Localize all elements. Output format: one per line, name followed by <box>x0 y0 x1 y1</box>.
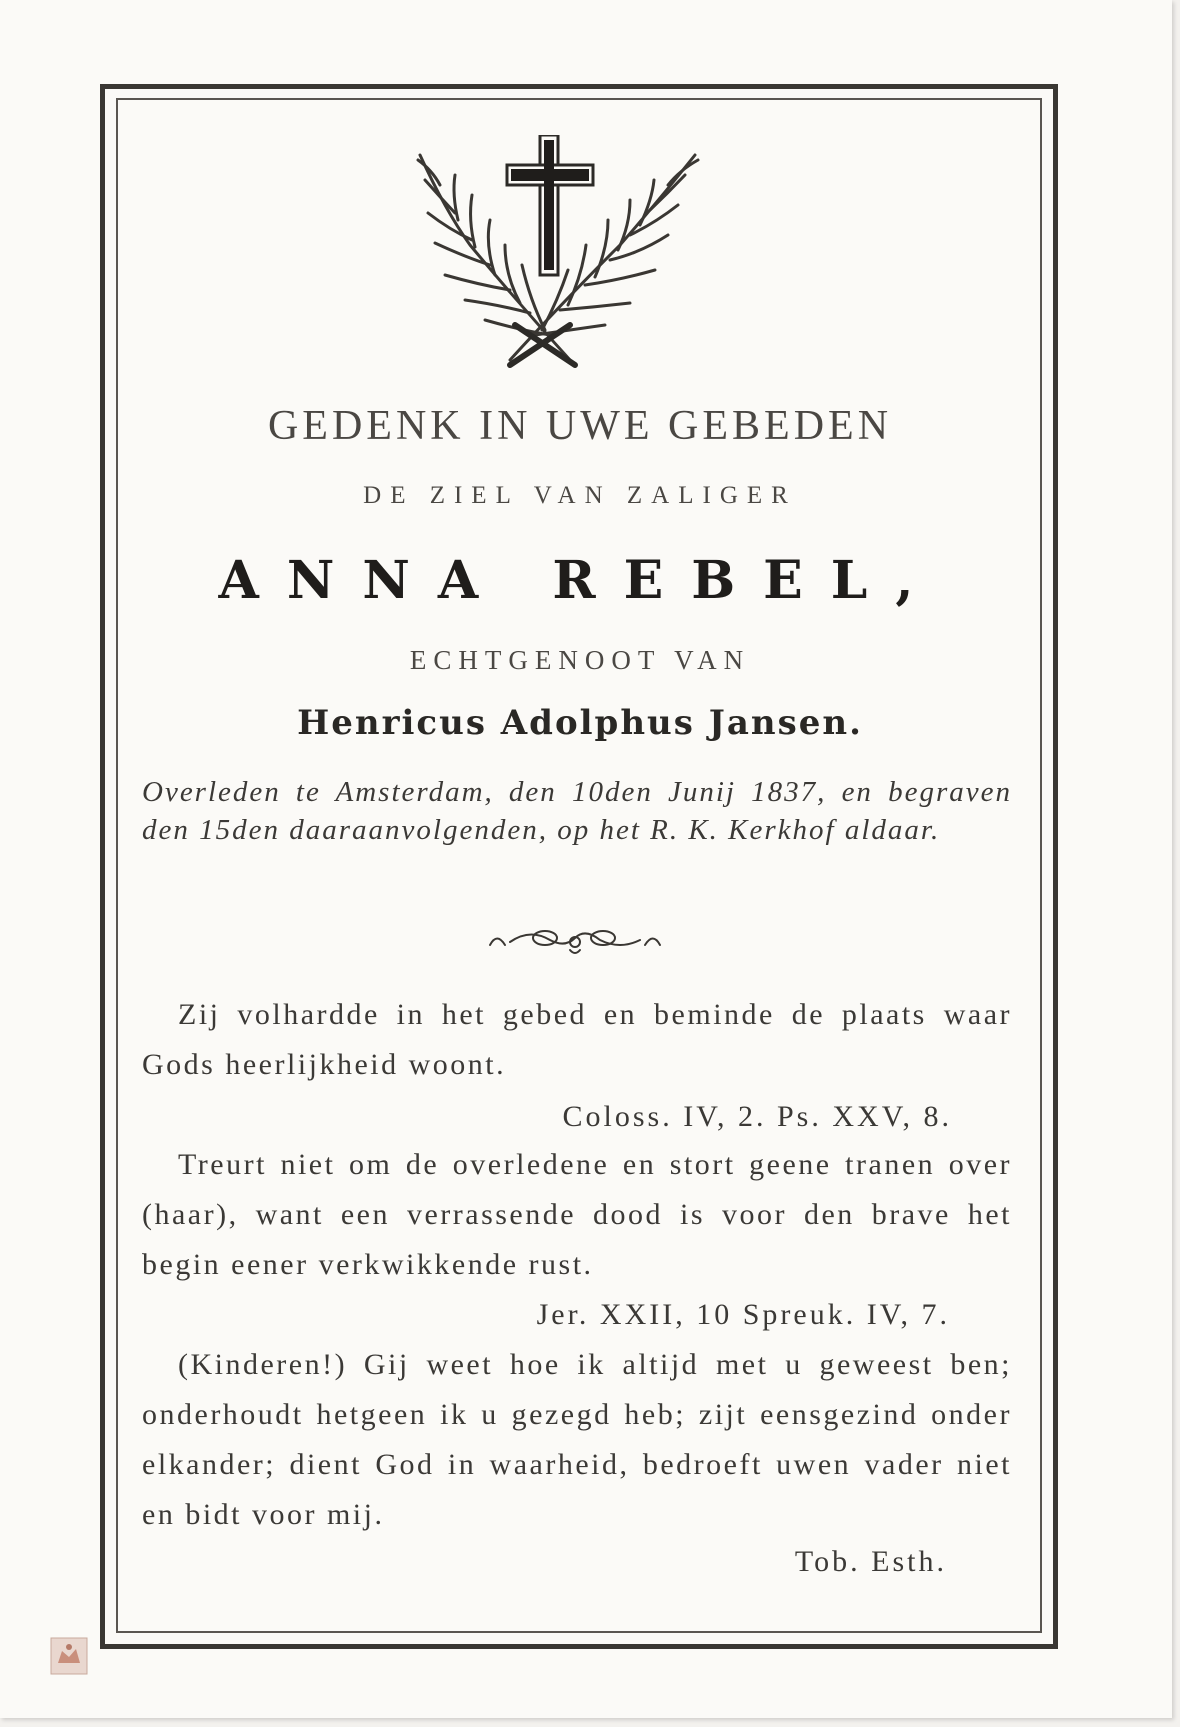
verse-3 <box>142 1340 1012 1540</box>
invocation-heading: GEDENK IN UWE GEBEDEN <box>267 403 893 449</box>
verse-2-text: Treurt niet om de overledene en stort geene tranen over (haar), want een verrassende dood is voor den brave het begin eener verkwikkende rust. <box>142 1148 1012 1281</box>
verse-1 <box>142 990 1012 1090</box>
subtitle: DE ZIEL VAN ZALIGER <box>363 482 797 509</box>
deceased-name: ANNA REBEL, <box>218 550 942 611</box>
verse-1-text: Zij volhardde in het gebed en beminde de plaats waar Gods heerlijkheid woont. <box>142 998 1012 1081</box>
relation-label: ECHTGENOOT VAN <box>409 645 751 675</box>
verse-3-reference: Tob. Esth. <box>794 1545 947 1578</box>
verse-2 <box>142 1140 1012 1290</box>
verse-1-reference: Coloss. IV, 2. Ps. XXV, 8. <box>562 1100 952 1133</box>
collection-stamp-icon <box>50 1637 88 1675</box>
death-notice: Overleden te Amsterdam, den 10den Junij 1837, en begraven den 15den daaraanvolgenden, op het R. K. Kerkhof aldaar. <box>142 776 1012 846</box>
floral-ornament-icon <box>485 920 665 960</box>
verse-2-reference: Jer. XXII, 10 Spreuk. IV, 7. <box>536 1298 950 1331</box>
spouse-name: Henricus Adolphus Jansen. <box>297 703 863 743</box>
cross-with-palm-branches-icon <box>410 135 760 375</box>
verse-3-text: (Kinderen!) Gij weet hoe ik altijd met u geweest ben; onderhoudt hetgeen ik u gezegd heb; zijt eensgezind onder elkander; dient God in waarheid, bedroeft uwen vader niet en bidt voor mij. <box>142 1348 1012 1531</box>
